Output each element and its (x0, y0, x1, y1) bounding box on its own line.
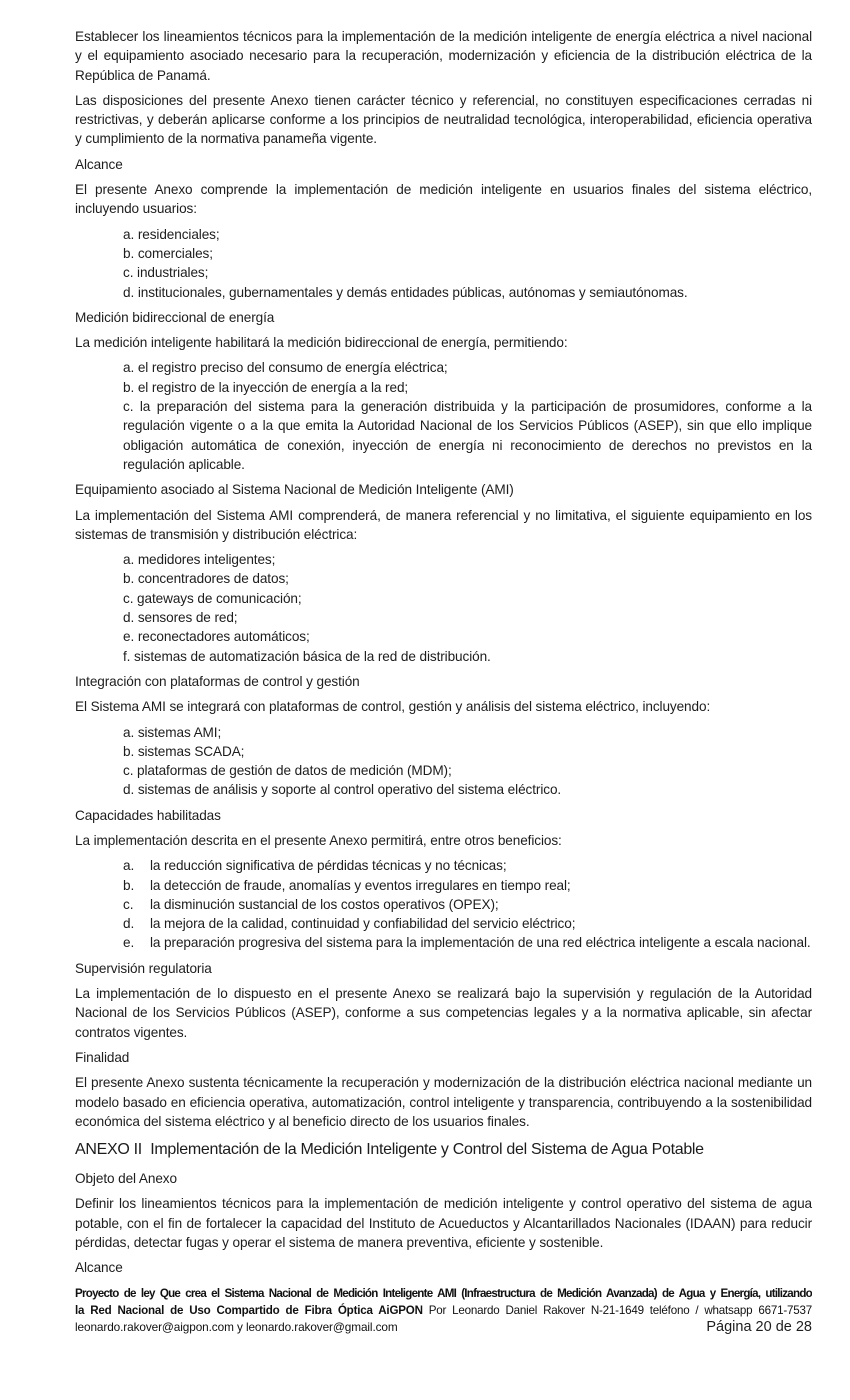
heading-objeto: Objeto del Anexo (75, 1171, 177, 1187)
list-item-letter: e. (123, 935, 135, 951)
list-item-text: la disminución sustancial de los costos operativos (OPEX); (150, 896, 499, 912)
list-item: c. plataformas de gestión de datos de medición (MDM); (123, 763, 452, 779)
list-item: c. industriales; (123, 265, 209, 281)
paragraph-supervision: La implementación de lo dispuesto en el presente Anexo se realizará bajo la supervisión y regulación de la Autoridad Nacional de los Servicios Públicos (ASEP), conforme a sus competencias legales y a la normativa aplicable, sin afectar contratos vigentes. (75, 986, 812, 1040)
list-item: b. el registro de la inyección de energía a la red; (123, 379, 409, 395)
list-integracion (75, 723, 812, 800)
list-item-letter: b. (123, 877, 135, 893)
list-item: a. sistemas AMI; (123, 724, 222, 740)
list-item-text: la detección de fraude, anomalías y eventos irregulares en tiempo real; (150, 877, 571, 893)
list-item-letter: c. (123, 896, 134, 912)
list-item: e. reconectadores automáticos; (123, 629, 310, 645)
list-item-letter: a. (123, 858, 135, 874)
list-capacidades (75, 856, 812, 952)
list-usuarios (75, 225, 812, 302)
heading-alcance-1: Alcance (75, 156, 123, 172)
footer-email-text: leonardo.rakover@aigpon.com y leonardo.rakover@gmail.com (75, 1320, 398, 1335)
list-equipamiento (75, 550, 812, 666)
list-item: b. concentradores de datos; (123, 571, 289, 587)
paragraph-equipamiento: La implementación del Sistema AMI comprenderá, de manera referencial y no limitativa, el siguiente equipamiento en los sistemas de transmisión y distribución eléctrica: (75, 507, 812, 542)
list-item (123, 895, 812, 914)
heading-integracion: Integración con plataformas de control y gestión (75, 673, 360, 689)
heading-supervision: Supervisión regulatoria (75, 960, 212, 976)
list-medicion (75, 358, 812, 474)
paragraph-disposiciones: Las disposiciones del presente Anexo tienen carácter técnico y referencial, no constituyen especificaciones cerradas ni restrictivas, y deberán aplicarse conforme a los principios de neutralidad tecnológica, interoperabilidad, eficiencia operativa y cumplimiento de la normativa panameña vigente. (75, 92, 812, 147)
list-item: a. el registro preciso del consumo de energía eléctrica; (123, 360, 448, 376)
list-item-text: la mejora de la calidad, continuidad y confiabilidad del servicio eléctrico; (150, 916, 576, 932)
paragraph-finalidad: El presente Anexo sustenta técnicamente la recuperación y modernización de la distribución eléctrica nacional mediante un modelo basado en eficiencia operativa, automatización, control inteligente y transparencia, contribuyendo a la sostenibilidad económica del sistema eléctrico y al beneficio directo de los usuarios finales. (75, 1075, 812, 1129)
paragraph-alcance-1: El presente Anexo comprende la implementación de medición inteligente en usuarios finales del sistema eléctrico, incluyendo usuarios: (75, 182, 812, 217)
list-item: f. sistemas de automatización básica de la red de distribución. (123, 648, 491, 664)
list-item (123, 856, 812, 875)
paragraph-medicion: La medición inteligente habilitará la medición bidireccional de energía, permitiendo: (75, 335, 568, 351)
list-item: b. comerciales; (123, 245, 213, 261)
footer-author-text: Por Leonardo Daniel Rakover N-21-1649 teléfono / whatsapp 6671-7537 (428, 1303, 812, 1317)
heading-capacidades: Capacidades habilitadas (75, 807, 221, 823)
paragraph-capacidades: La implementación descrita en el presente Anexo permitirá, entre otros beneficios: (75, 832, 562, 848)
paragraph-objeto: Definir los lineamientos técnicos para la implementación de medición inteligente y control operativo del sistema de agua potable, con el fin de fortalecer la capacidad del Instituto de Acueductos y Alcantarillados Nacionales (IDAAN) para reducir pérdidas, detectar fugas y operar el sistema de manera preventiva, eficiente y sostenible. (75, 1196, 812, 1251)
heading-alcance-2: Alcance (75, 1260, 123, 1276)
anexo2-title: ANEXO II Implementación de la Medición Inteligente y Control del Sistema de Agua Potable (75, 1141, 704, 1159)
list-item-text: la reducción significativa de pérdidas técnicas y no técnicas; (150, 858, 507, 874)
list-item: d. institucionales, gubernamentales y demás entidades públicas, autónomas y semiautónomas. (123, 284, 688, 300)
list-item-letter: d. (123, 916, 135, 932)
list-item: b. sistemas SCADA; (123, 743, 245, 759)
list-item: d. sensores de red; (123, 610, 238, 626)
page-number: Página 20 de 28 (706, 1319, 812, 1336)
heading-medicion-bidireccional: Medición bidireccional de energía (75, 309, 275, 325)
heading-equipamiento: Equipamiento asociado al Sistema Nacional de Medición Inteligente (AMI) (75, 482, 514, 498)
list-item (123, 876, 812, 895)
footer-contact-line (75, 1319, 812, 1336)
footer-author-line (75, 1303, 812, 1320)
footer-project-continuation: la Red Nacional de Uso Compartido de Fibra Óptica AiGPON (75, 1303, 423, 1317)
list-item: a. residenciales; (123, 226, 220, 242)
footer-project-line: Proyecto de ley Que crea el Sistema Nacional de Medición Inteligente AMI (Infraestructura de Medición Avanzada) de Agua y Energía, utilizando (75, 1287, 812, 1300)
list-item: c. la preparación del sistema para la generación distribuida y la participación de prosumidores, conforme a la regulación vigente o a la que emita la Autoridad Nacional de los Servicios Públicos (ASEP), sin que ello implique obligación automática de conexión, inyección de energía ni reconocimiento de derechos no previstos en la regulación aplicable. (123, 399, 812, 472)
list-item (123, 933, 812, 952)
list-item-text: la preparación progresiva del sistema para la implementación de una red eléctrica inteligente a escala nacional. (150, 935, 811, 951)
page-footer (75, 1286, 812, 1336)
paragraph-integracion: El Sistema AMI se integrará con plataformas de control, gestión y análisis del sistema eléctrico, incluyendo: (75, 699, 711, 715)
list-item: c. gateways de comunicación; (123, 590, 302, 606)
heading-finalidad: Finalidad (75, 1049, 130, 1065)
paragraph-objetivo-1: Establecer los lineamientos técnicos para la implementación de la medición inteligente de energía eléctrica a nivel nacional y el equipamiento asociado necesario para la recuperación, modernización y eficiencia de la distribución eléctrica de la República de Panamá. (75, 29, 812, 83)
list-item (123, 914, 812, 933)
list-item: a. medidores inteligentes; (123, 552, 276, 568)
list-item: d. sistemas de análisis y soporte al control operativo del sistema eléctrico. (123, 782, 562, 798)
